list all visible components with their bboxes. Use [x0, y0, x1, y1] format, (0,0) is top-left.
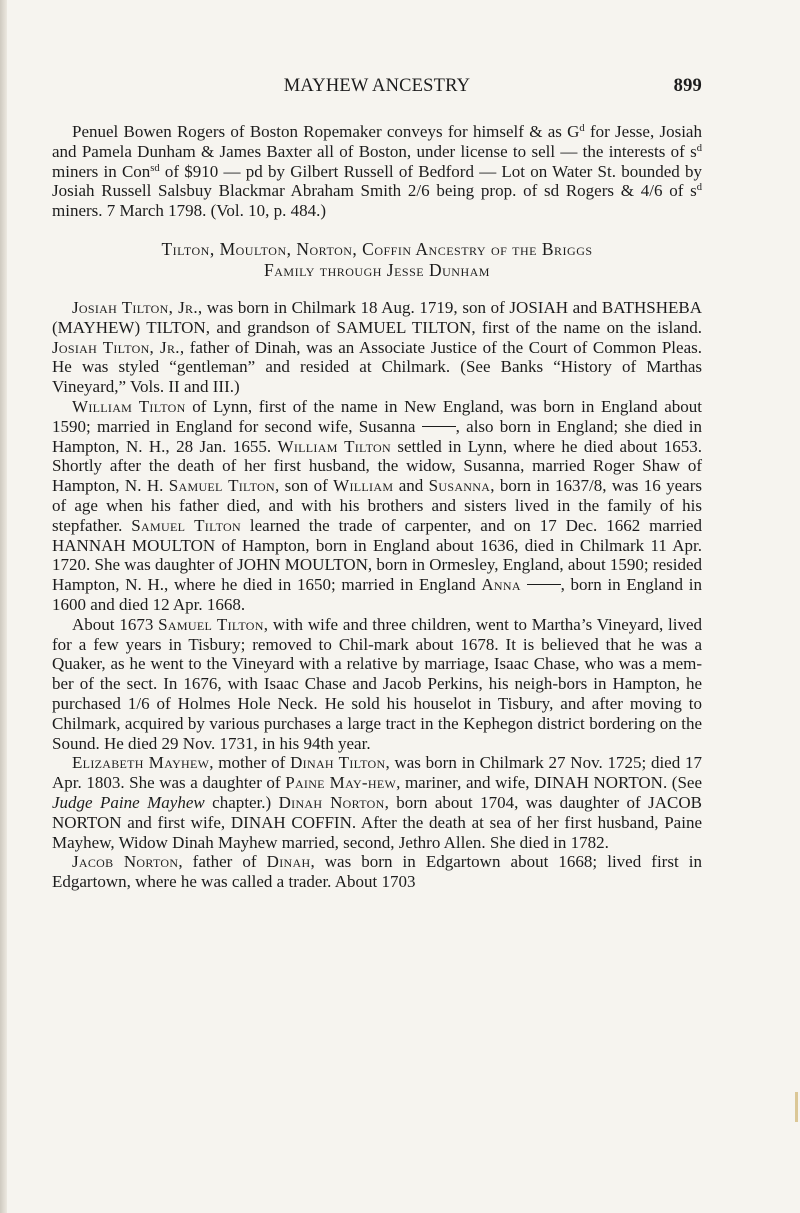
- paragraph-elizabeth-mayhew: Elizabeth Mayhew, mother of Dinah Tilton, was born in Chilmark 27 Nov. 1725; died 17 Apr. 1803. She was a daughter of Paine May-hew, mariner, and wife, DINAH NORTON. (See Judge Paine Mayhew chapter.) Dinah Norton, born about 1704, was daughter of JACOB NORTON and first wife, DINAH COFFIN. After the death at sea of her first husband, Paine Mayhew, Widow Dinah Mayhew married, second, Jethro Allen. She died in 1782.: [52, 753, 702, 852]
- paragraph-jacob-norton: Jacob Norton, father of Dinah, was born in Edgartown about 1668; lived first in Edgartown, where he was called a trader. About 1703: [52, 852, 702, 892]
- paragraph-samuel-tilton: About 1673 Samuel Tilton, with wife and three children, went to Martha’s Vineyard, lived for a few years in Tisbury; removed to Chil-mark about 1678. It is believed that he was a Quaker, as he went to the Vineyard with a relative by marriage, Isaac Chase, who was a mem-ber of the sect. In 1676, with Isaac Chase and Jacob Perkins, his neigh-bors in Hampton, he purchased 1/6 of Holmes Hole Neck. He sold his houselot in Tisbury, and after moving to Chilmark, acquired by various purchases a large tract in the Kephegon district bordering on the Sound. He died 29 Nov. 1731, in his 94th year.: [52, 614, 703, 753]
- blank-dash: [527, 584, 561, 585]
- running-header: [52, 76, 702, 100]
- paragraph-josiah-tilton: Josiah Tilton, Jr., was born in Chilmark 18 Aug. 1719, son of JOSIAH and BATHSHEBA (MAYHEW) TILTON, and grandson of SAMUEL TILTON, first of the name on the island. Josiah Tilton, Jr., father of Dinah, was an Associate Justice of the Court of Common Pleas. He was styled “gentleman” and resided at Chilmark. (See Banks “History of Marthas Vineyard,” Vols. II and III.): [52, 297, 702, 397]
- page-number: 899: [673, 76, 702, 96]
- paragraph-william-tilton: William Tilton of Lynn, first of the name in New England, was born in England about 1590; married in England for second wife, Susanna , also born in England; she died in Hampton, N. H., 28 Jan. 1655. William Tilton settled in Lynn, where he died about 1653. Shortly after the death of her first husband, the widow, Susanna, married Roger Shaw of Hampton, N. H. Samuel Tilton, son of William and Susanna, born in 1637/8, was 16 years of age when his father died, and with his brothers and sisters lived in the family of his stepfather. Samuel Tilton learned the trade of carpenter, and on 17 Dec. 1662 married HANNAH MOULTON of Hampton, born in England about 1636, died in Chilmark 11 Apr. 1720. She was daughter of JOHN MOULTON, born in Ormesley, England, about 1590; resided Hampton, N. H., where he died in 1650; married in England Anna , born in England in 1600 and died 12 Apr. 1668.: [52, 396, 703, 614]
- section-heading: [52, 239, 702, 281]
- section-heading-line1: Tilton, Moulton, Norton, Coffin Ancestry of the Briggs: [161, 238, 593, 259]
- section-heading-line2: Family through Jesse Dunham: [264, 259, 490, 280]
- blank-dash: [422, 426, 456, 427]
- page-gutter-shadow: [0, 0, 7, 1213]
- page-edge-mark: [795, 1092, 798, 1122]
- page-body: [52, 122, 702, 892]
- running-title: MAYHEW ANCESTRY: [283, 76, 471, 96]
- paragraph-rogers-deed: Penuel Bowen Rogers of Boston Ropemaker conveys for himself & as $G^d$ for Jesse, Josiah and Pamela Dunham & James Baxter all of Boston, under license to sell — the interests of $s^d$ miners in Con$^{sd}$ of $910 — pd by Gilbert Russell of Bedford — Lot on Water St. bounded by Josiah Russell Salsbuy Blackmar Abraham Smith 2/6 being prop. of sd Rogers & 4/6 of $s^d$ miners. 7 March 1798. (Vol. 10, p. 484.): [52, 122, 702, 221]
